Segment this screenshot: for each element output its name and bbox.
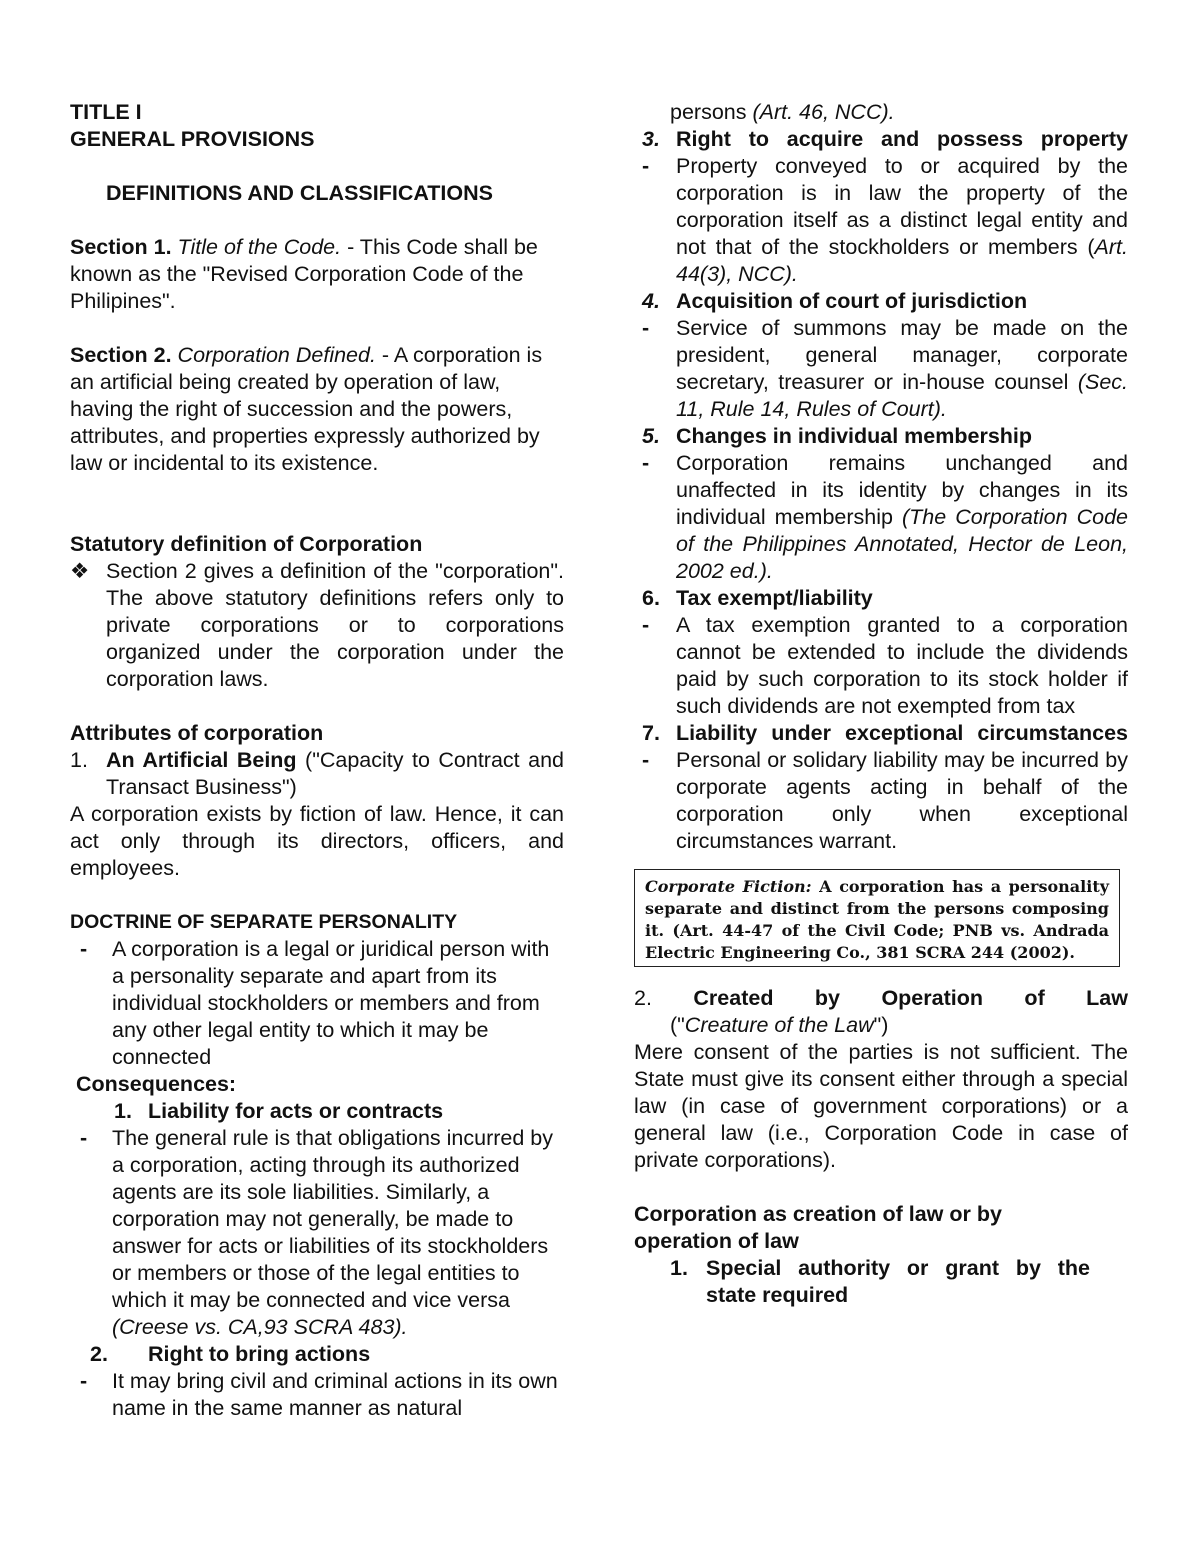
definitions-heading: DEFINITIONS AND CLASSIFICATIONS — [106, 181, 493, 205]
item-4-heading: 4. Acquisition of court of jurisdiction — [642, 289, 1028, 313]
attribute-2-heading: 2. Created by Operation of Law — [634, 986, 1128, 1010]
item-5-text: - Corporation remains unchanged and unaffected in its identity by changes in its individual membership (The Corporation Code of the Philippines Annotated, Hector de Leon, 2002 ed.). — [642, 451, 1128, 583]
doctrine-heading: DOCTRINE OF SEPARATE PERSONALITY — [70, 911, 458, 933]
doctrine-item: - A corporation is a legal or juridical person with a personality separate and apart from its individual stockholders or members and from any other legal entity to which it may be connected — [80, 937, 550, 1069]
diamond-bullet-icon: ❖ — [70, 559, 90, 583]
item-3-heading: 3. Right to acquire and possess property — [642, 127, 1128, 151]
item-6-text: - A tax exemption granted to a corporation cannot be extended to include the dividends paid by such corporation to its stock holder if such dividends are not exempted from tax — [642, 613, 1128, 718]
statutory-bullet: ❖ Section 2 gives a definition of the "corporation". The above statutory definitions refers only to private corporations or to corporations organized under the corporation under the corporation laws. — [70, 559, 564, 691]
title: TITLE I — [70, 100, 142, 124]
item-7-heading: 7. Liability under exceptional circumstances — [642, 721, 1128, 745]
consequence-2-heading: 2. Right to bring actions — [90, 1342, 371, 1366]
consequence-1-heading: 1. Liability for acts or contracts — [114, 1099, 444, 1123]
item-6-heading: 6. Tax exempt/liability — [642, 586, 873, 610]
item-4-text: - Service of summons may be made on the president, general manager, corporate secretary, treasurer or in-house counsel (Sec. 11, Rule 14, Rules of Court). — [642, 316, 1128, 421]
attribute-1-text: A corporation exists by fiction of law. Hence, it can act only through its directors, officers, and employees. — [70, 802, 564, 880]
attribute-2-text: Mere consent of the parties is not sufficient. The State must give its consent either through a special law (in case of government corporations) or a general law (i.e., Corporation Code in case of private corporations). — [634, 1040, 1128, 1172]
consequence-2-text: - It may bring civil and criminal actions in its own name in the same manner as natural — [80, 1369, 558, 1420]
creation-heading: Corporation as creation of law or by operation of law — [634, 1202, 1002, 1253]
item-3-text: - Property conveyed to or acquired by the corporation is in law the property of the corporation itself as a distinct legal entity and not that of the stockholders or members (Art. 44(3), NCC). — [642, 154, 1128, 286]
attribute-1: 1. An Artificial Being ("Capacity to Contract and Transact Business") — [70, 748, 564, 799]
corporate-fiction-box: Corporate Fiction: A corporation has a personality separate and distinct from the persons composing it. (Art. 44-47 of the Civil Code; PNB vs. Andrada Electric Engineering Co., 381 SCRA 244 (2002). — [634, 869, 1120, 967]
consequence-1-text: - The general rule is that obligations incurred by a corporation, acting through its authorized agents are its sole liabilities. Similarly, a corporation may not generally, be made to answer for acts or liabilities of its stockholders or members or those of the legal entities to which it may be connected and vice versa (Creese vs. CA,93 SCRA 483). — [80, 1126, 554, 1339]
attributes-heading: Attributes of corporation — [70, 721, 324, 745]
section-1: Section 1. Title of the Code. - This Code shall be known as the "Revised Corporation Code of the Philipines". — [70, 235, 538, 313]
statutory-heading: Statutory definition of Corporation — [70, 532, 423, 556]
subtitle: GENERAL PROVISIONS — [70, 127, 315, 151]
special-authority-heading: 1. Special authority or grant by the state required — [670, 1256, 1090, 1307]
item-5-heading: 5. Changes in individual membership — [642, 424, 1033, 448]
continued-text: persons (Art. 46, NCC). — [670, 100, 895, 124]
attribute-2-subtitle: ("Creature of the Law") — [670, 1013, 889, 1037]
consequences-label: Consequences: — [76, 1072, 237, 1096]
left-column — [70, 99, 564, 1422]
section-2: Section 2. Corporation Defined. - A corporation is an artificial being created by operation of law, having the right of succession and the powers, attributes, and properties expressly authorized by law or incidental to its existence. — [70, 343, 543, 475]
right-column — [634, 99, 1128, 1309]
item-7-text: - Personal or solidary liability may be incurred by corporate agents acting in behalf of the corporation only when exceptional circumstances warrant. — [642, 748, 1128, 853]
